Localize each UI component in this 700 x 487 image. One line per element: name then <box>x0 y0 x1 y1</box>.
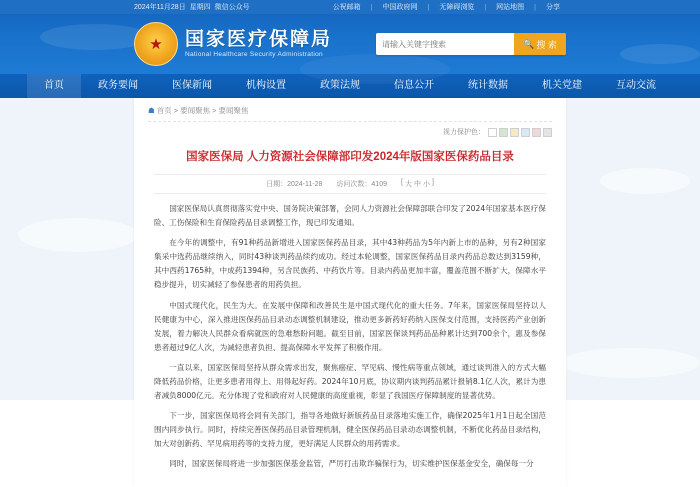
font-size-medium[interactable]: 中 <box>413 181 421 189</box>
article-views: 访问次数：4109 <box>336 181 387 189</box>
topbar-links <box>333 2 700 12</box>
cloud-decoration <box>620 44 700 64</box>
breadcrumb-sep: > <box>212 106 217 115</box>
font-size-control <box>401 179 434 189</box>
search-button-label: 搜 索 <box>536 39 557 50</box>
article-paragraph: 下一步，国家医保局将会同有关部门，指导各地做好新版药品目录落地实施工作，确保2025年1月1日起全国范围内同步执行。同时，持续完善医保药品目录管理机制，健全医保药品目录动态调整机制，不断优化药品目录结构，加大对创新药、罕见病用药等的支持力度，更好满足人民群众的用药需求。 <box>154 410 546 448</box>
search-input[interactable] <box>376 34 514 54</box>
site-logo[interactable] <box>134 22 332 66</box>
article-title: 国家医保局 人力资源社会保障部印发2024年版国家医保药品目录 <box>186 151 514 163</box>
top-utility-bar <box>0 0 700 14</box>
color-swatch-yellow[interactable] <box>510 128 519 137</box>
topbar-link-gov[interactable]: 中国政府网 <box>382 4 418 11</box>
color-swatch-green[interactable] <box>499 128 508 137</box>
nav-item-party-building[interactable]: 机关党建 <box>542 80 582 91</box>
nav-item-statistics[interactable]: 统计数据 <box>468 80 508 91</box>
home-icon: ☗ <box>148 106 155 115</box>
divider: | <box>370 3 373 11</box>
breadcrumb-item-focus[interactable]: 要闻聚焦 <box>180 106 211 115</box>
national-emblem-icon <box>134 22 178 66</box>
article-paragraph: 一直以来，国家医保局坚持从群众需求出发，聚焦癌症、罕见病、慢性病等重点领域，通过谈判准入的方式大幅降低药品价格，让更多患者用得上、用得起好药。2024年10月底，协议期内谈判药品累计报销8.1亿人次，累计为患者减负8000亿元。充分体现了党和政府对人民健康的高度重视，彰显了我国医疗保障制度的显著优势。 <box>154 362 546 400</box>
site-header <box>0 14 700 74</box>
font-size-large[interactable]: 大 <box>404 181 412 189</box>
content-area <box>0 98 700 468</box>
font-size-label-end: ] <box>431 179 434 187</box>
divider: | <box>427 3 430 11</box>
article-paragraph: 中国式现代化，民生为大。在发展中保障和改善民生是中国式现代化的重大任务。7年来，国家医保局坚持以人民健康为中心，深入推进医保药品目录动态调整机制建设，推动更多新药好药纳入医保支付范围，支持医药产业创新发展，着力解决人民群众看病就医的急难愁盼问题。截至目前，国家医保谈判药品品种累计达到700余个，惠及参保患者超过9亿人次，为减轻患者负担、提高保障水平发挥了积极作用。 <box>154 300 546 352</box>
nav-item-home[interactable]: 首页 <box>27 74 81 98</box>
nav-item-policy[interactable]: 政策法规 <box>320 80 360 91</box>
color-swatch-white[interactable] <box>488 128 497 137</box>
article-paragraph: 国家医保局认真贯彻落实党中央、国务院决策部署，会同人力资源社会保障部联合印发了2024年国家基本医疗保险、工伤保险和生育保险药品目录调整工作，现已印发通知。 <box>154 204 546 228</box>
color-swatch-blue[interactable] <box>521 128 530 137</box>
nav-item-disclosure[interactable]: 信息公开 <box>394 80 434 91</box>
brand-text <box>185 30 332 59</box>
color-swatch-pink[interactable] <box>532 128 541 137</box>
wechat-link[interactable]: 微信公众号 <box>214 4 250 11</box>
star-glyph: ★ <box>149 35 163 53</box>
nav-item-government-news[interactable]: 政务要闻 <box>98 80 138 91</box>
color-swatches <box>488 128 552 137</box>
search-box[interactable] <box>376 33 566 55</box>
search-button[interactable] <box>514 33 566 55</box>
article-paragraph: 同时，国家医保局将进一步加强医保基金监管，严厉打击欺诈骗保行为，切实维护医保基金安全，确保每一分 <box>169 459 534 468</box>
article-card <box>134 98 566 487</box>
article-date: 日期：2024-11-28 <box>266 181 323 189</box>
topbar-link-sitemap[interactable]: 网站地图 <box>496 4 525 11</box>
topbar-link-accessibility[interactable]: 无障碍浏览 <box>439 4 475 11</box>
font-size-small[interactable]: 小 <box>422 181 430 189</box>
current-date: 2024年11月28日 <box>134 4 186 11</box>
breadcrumb-item-current[interactable]: 要闻聚焦 <box>218 106 249 115</box>
font-size-label: [ <box>400 179 403 187</box>
color-swatch-gray[interactable] <box>543 128 552 137</box>
nav-item-organization[interactable]: 机构设置 <box>246 80 286 91</box>
divider: | <box>534 3 536 11</box>
eye-protection-picker <box>148 127 552 137</box>
nav-item-insurance-news[interactable]: 医保新闻 <box>172 80 212 91</box>
nav-item-interaction[interactable]: 互动交流 <box>616 80 656 91</box>
breadcrumb-item-home[interactable]: 首页 <box>156 106 172 115</box>
topbar-left <box>0 2 250 12</box>
breadcrumb-sep: > <box>173 106 179 115</box>
current-weekday: 星期四 <box>189 4 211 11</box>
site-title-cn: 国家医疗保障局 <box>185 28 333 50</box>
article-meta <box>154 174 546 194</box>
article-body <box>154 202 546 471</box>
topbar-link-share[interactable]: 分享 <box>546 4 560 11</box>
eye-protection-label: 视力保护色： <box>443 129 485 136</box>
divider: | <box>484 3 487 11</box>
breadcrumb <box>148 98 552 122</box>
topbar-link-mail[interactable]: 公祝邮箱 <box>332 4 361 11</box>
article-paragraph: 在今年的调整中，有91种药品新增进入国家医保药品目录，其中43种药品为5年内新上市的品种，另有2种国家集采中选药品继续纳入，同时43种谈判药品续约成功。经过本轮调整，国家医保药品目录内药品总数达到3159种，其中西药1765种，中成药1394种，另含民族药、中药饮片等。目录内药品更加丰富，覆盖范围不断扩大，保障水平稳步提升，切实减轻了参保患者的用药负担。 <box>154 238 546 290</box>
site-title-en: National Healthcare Security Administration <box>185 51 323 59</box>
search-icon: 🔍 <box>523 38 535 49</box>
